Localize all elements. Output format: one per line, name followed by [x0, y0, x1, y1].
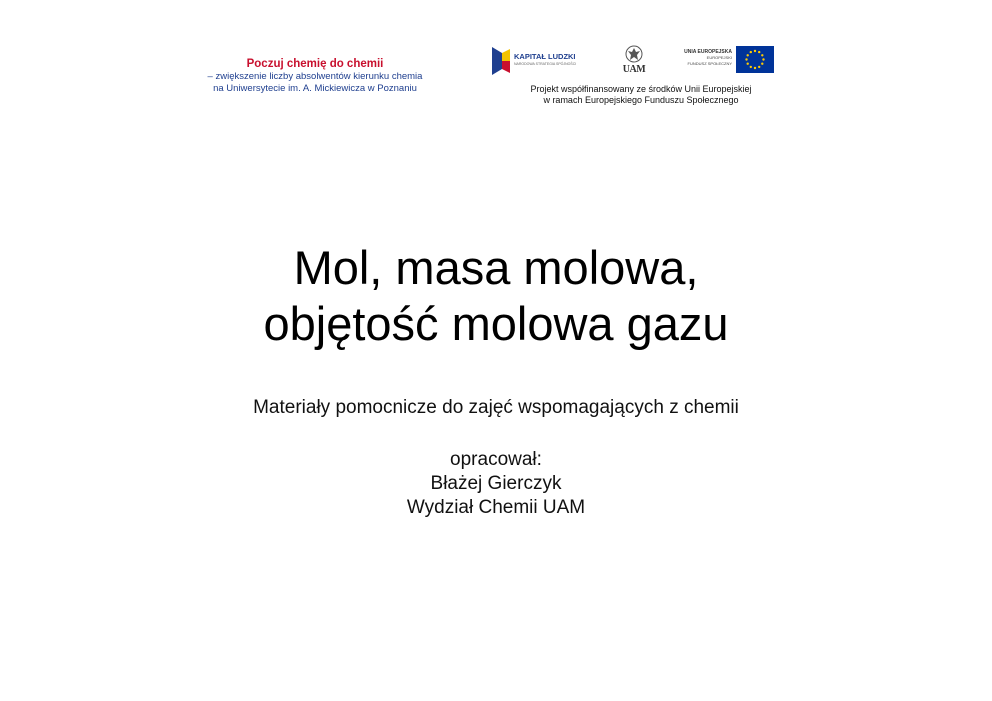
cofinance-note — [500, 84, 782, 106]
kapital-ludzki-logo — [492, 44, 592, 78]
author-info — [0, 448, 992, 520]
uam-logo — [620, 45, 648, 77]
eu-text-line1: UNIA EUROPEJSKA — [684, 49, 732, 55]
author-name: Błażej Gierczyk — [430, 473, 562, 494]
sponsor-logos — [492, 44, 774, 78]
page-title-line1: Mol, masa molowa, — [293, 241, 699, 294]
project-title: Poczuj chemię do chemii — [246, 58, 384, 70]
eu-text — [684, 49, 732, 67]
eu-logo — [670, 44, 774, 78]
page-title-line2: objętość molowa gazu — [263, 297, 729, 350]
eu-text-line2: EUROPEJSKI — [706, 55, 732, 60]
eu-text-line3: FUNDUSZ SPOŁECZNY — [687, 61, 732, 66]
page-subtitle: Materiały pomocnicze do zajęć wspomagających z chemii — [253, 397, 739, 418]
author-label: opracował: — [450, 449, 542, 470]
cofinance-line2: w ramach Europejskiego Funduszu Społecznego — [543, 95, 739, 105]
project-subtitle-line2: na Uniwersytecie im. A. Mickiewicza w Poznaniu — [213, 83, 417, 94]
kapital-ludzki-subtext: NARODOWA STRATEGIA SPÓJNOŚCI — [514, 62, 577, 66]
author-department: Wydział Chemii UAM — [406, 497, 586, 518]
eu-flag-icon — [736, 46, 774, 73]
project-header — [190, 58, 440, 95]
page-title — [0, 240, 992, 352]
kapital-ludzki-text: KAPITAŁ LUDZKI — [514, 52, 576, 61]
uam-text: UAM — [622, 64, 646, 75]
cofinance-line1: Projekt współfinansowany ze środków Unii Europejskiej — [530, 84, 752, 94]
uam-eagle-icon — [625, 45, 643, 63]
project-subtitle-line1: – zwiększenie liczby absolwentów kierunku chemia — [207, 71, 423, 82]
kapital-ludzki-icon — [492, 47, 510, 75]
